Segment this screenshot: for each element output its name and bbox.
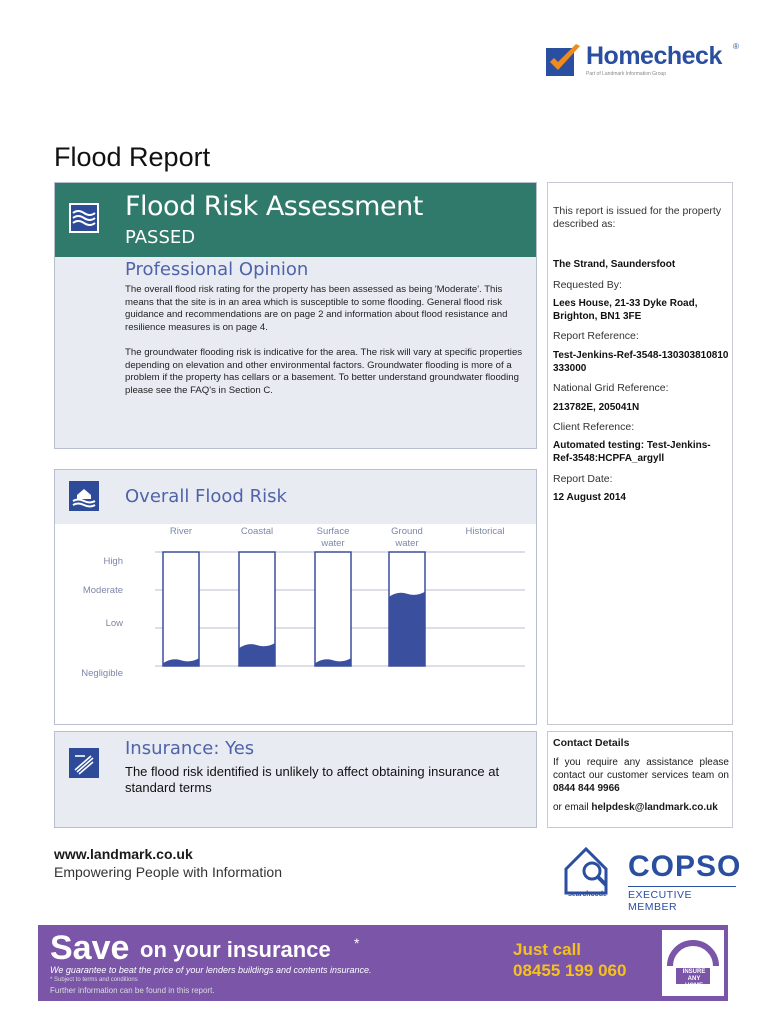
assessment-panel bbox=[54, 182, 537, 449]
client-ref-label: Client Reference: bbox=[553, 421, 635, 433]
assessment-result: PASSED bbox=[125, 227, 196, 248]
ad-terms-text: * Subject to terms and conditions bbox=[50, 977, 138, 983]
ad-save-text: Save bbox=[50, 929, 130, 967]
insurance-title: Insurance: Yes bbox=[125, 738, 255, 759]
overall-risk-header bbox=[55, 470, 536, 524]
contact-panel bbox=[547, 731, 733, 828]
insurance-message: The flood risk identified is unlikely to affect obtaining insurance at standard terms bbox=[125, 764, 500, 795]
contact-text bbox=[553, 756, 729, 795]
contact-email-link[interactable]: helpdesk@landmark.co.uk bbox=[591, 802, 718, 813]
risk-fill-3 bbox=[389, 592, 425, 666]
brand-name: Homecheck bbox=[586, 42, 722, 70]
risk-chart bbox=[55, 524, 536, 724]
category-label-2: Surface water bbox=[316, 526, 350, 549]
contact-email-prefix: or email bbox=[553, 802, 592, 813]
opinion-paragraph-2: The groundwater flooding risk is indicative for the area. The risk will vary at specific properties depending on elevation and other environmental factors. Groundwater flooding is more of a problem if the property has cellars or a basement. To better understand groundwater flooding please see the FAQ's in Section C. bbox=[125, 347, 523, 396]
requested-by-value: Lees House, 21-33 Dyke Road, Brighton, BN1 3FE bbox=[553, 298, 698, 322]
homecheck-check-icon bbox=[546, 44, 582, 78]
insurance-panel bbox=[54, 731, 537, 828]
insure-any-home-text: INSURE ANY HOME bbox=[682, 969, 706, 989]
category-label-3: Ground water bbox=[391, 526, 423, 549]
opinion-paragraph-1: The overall flood risk rating for the property has been assessed as being 'Moderate'. This means that the site is in an area which is susceptible to some flooding. General flood risk guidance and recommendations are on page 2 and information about flood resistance and resilience measures is on page 4. bbox=[125, 284, 508, 333]
opinion-heading: Professional Opinion bbox=[125, 259, 309, 280]
copso-logo bbox=[628, 850, 742, 913]
client-ref-value: Automated testing: Test-Jenkins-Ref-3548:HCPFA_argyll bbox=[553, 440, 711, 464]
assessment-title: Flood Risk Assessment bbox=[125, 191, 423, 222]
assessment-banner bbox=[55, 183, 536, 257]
contact-phone[interactable]: 0844 844 9966 bbox=[553, 783, 620, 794]
overall-risk-title: Overall Flood Risk bbox=[125, 486, 287, 507]
category-label-1: Coastal bbox=[240, 526, 274, 537]
flood-house-icon bbox=[69, 481, 99, 511]
ad-phone-number[interactable]: 08455 199 060 bbox=[513, 961, 627, 980]
grid-ref-value: 213782E, 205041N bbox=[553, 402, 640, 413]
risk-column-2 bbox=[315, 552, 351, 666]
insurance-ad-banner[interactable] bbox=[38, 925, 728, 1001]
insure-any-home-logo bbox=[662, 930, 724, 996]
report-ref-label: Report Reference: bbox=[553, 330, 639, 342]
risk-fill-1 bbox=[239, 643, 275, 666]
overall-risk-panel bbox=[54, 469, 537, 725]
water-waves-icon bbox=[69, 203, 99, 233]
property-address: The Strand, Saundersfoot bbox=[553, 259, 676, 270]
ad-headline-text: on your insurance bbox=[140, 937, 331, 962]
report-ref-value: Test-Jenkins-Ref-3548-130303810810333000 bbox=[553, 350, 729, 374]
brand-registered: ® bbox=[733, 42, 739, 51]
contact-title: Contact Details bbox=[553, 737, 630, 749]
level-label-negligible: Negligible bbox=[81, 668, 123, 679]
grid-ref-label: National Grid Reference: bbox=[553, 382, 669, 394]
copso-wordmark: COPSO bbox=[628, 850, 742, 883]
category-label-4: Historical bbox=[465, 526, 505, 537]
homecheck-logo bbox=[546, 42, 746, 82]
site-tagline: Empowering People with Information bbox=[54, 864, 283, 880]
risk-column-0 bbox=[163, 552, 199, 666]
level-label-high: High bbox=[103, 556, 123, 567]
report-info-panel bbox=[547, 182, 733, 725]
level-label-low: Low bbox=[105, 618, 123, 629]
report-intro: This report is issued for the property described as: bbox=[553, 205, 722, 230]
contact-email-line bbox=[553, 802, 718, 813]
searchcode-logo bbox=[562, 843, 620, 901]
searchcode-label: searchcode bbox=[568, 891, 607, 898]
insurance-document-icon bbox=[69, 748, 99, 778]
page-title: Flood Report bbox=[54, 142, 211, 172]
report-date-label: Report Date: bbox=[553, 473, 613, 485]
brand-tagline: Part of Landmark Information Group bbox=[586, 71, 667, 77]
level-label-moderate: Moderate bbox=[82, 585, 123, 596]
ad-info-text: Further information can be found in this report. bbox=[50, 986, 215, 995]
report-date-value: 12 August 2014 bbox=[553, 492, 626, 503]
contact-text-prefix: If you require any assistance please contact our customer services team on bbox=[553, 757, 729, 781]
requested-by-label: Requested By: bbox=[553, 279, 622, 291]
ad-just-call: Just call bbox=[513, 940, 582, 959]
ad-guarantee-text: We guarantee to beat the price of your lenders buildings and contents insurance. bbox=[50, 965, 372, 975]
copso-executive-member: EXECUTIVE MEMBER bbox=[628, 886, 736, 913]
site-url-link[interactable]: www.landmark.co.uk bbox=[54, 846, 193, 862]
category-label-0: River bbox=[169, 526, 193, 537]
ad-asterisk: * bbox=[354, 935, 360, 951]
